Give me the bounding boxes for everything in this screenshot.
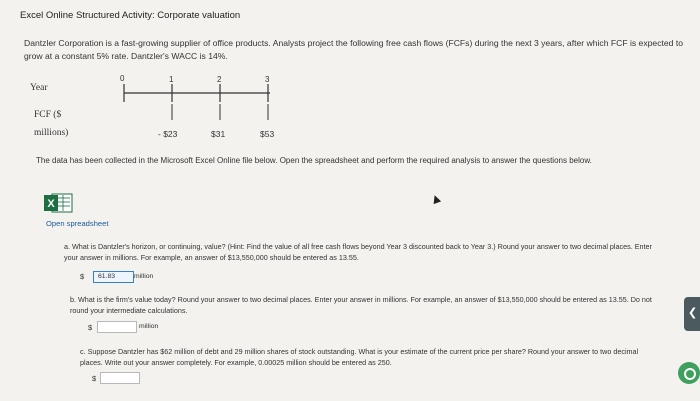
page-title: Excel Online Structured Activity: Corporate valuation xyxy=(20,10,241,21)
question-b-unit: million xyxy=(139,323,159,330)
question-a-unit: million xyxy=(134,273,154,280)
status-circle-inner xyxy=(684,368,696,380)
timeline-period-1: 1 xyxy=(169,75,174,84)
question-c-answer-input[interactable] xyxy=(100,372,140,384)
question-c-text: c. Suppose Dantzler has $62 million of debt and 29 million shares of stock outstanding. What is your estimate of the current price per share? Round your answer to two decimal places. Write out your answer completely. For example, 0.00025 million should be entered as 250. xyxy=(80,347,639,367)
intro-text: Dantzler Corporation is a fast-growing supplier of office products. Analysts project the following free cash flows (FCFs) during the next 3 years, after which FCF is expected to grow at a constant 5% rate. Dantzler's WACC is 14%. xyxy=(24,38,683,61)
timeline-value-2: $31 xyxy=(211,129,226,139)
timeline-period-0: 0 xyxy=(120,74,125,83)
question-c-currency: $ xyxy=(92,374,97,383)
side-panel-icon: ❮ xyxy=(688,307,698,319)
question-b-currency: $ xyxy=(88,323,93,332)
timeline-value-3: $53 xyxy=(260,129,275,139)
question-a-currency: $ xyxy=(80,272,85,281)
timeline-fcf-label-line1: FCF ($ xyxy=(34,110,62,120)
timeline-period-3: 3 xyxy=(265,75,270,84)
question-b-text: b. What is the firm's value today? Round your answer to two decimal places. Enter your answer in millions. For example, an answer of $13,550,000 should be entered as 13.55. Do not round your intermediate calculations. xyxy=(70,295,652,315)
question-b-answer-input[interactable] xyxy=(97,321,137,333)
collected-text: The data has been collected in the Microsoft Excel Online file below. Open the spreadsheet and perform the required analysis to answer the questions below. xyxy=(36,156,592,165)
timeline-period-2: 2 xyxy=(217,75,222,84)
svg-text:X: X xyxy=(47,198,55,210)
excel-icon[interactable] xyxy=(43,193,73,213)
open-spreadsheet-link[interactable]: Open spreadsheet xyxy=(46,219,109,228)
timeline-value-1: - $23 xyxy=(158,129,178,139)
timeline-year-label: Year xyxy=(30,83,48,93)
question-a-text: a. What is Dantzler's horizon, or continuing, value? (Hint: Find the value of all free cash flows beyond Year 3 discounted back to Year 3.) Round your answer to two decimal places. Enter your answer in millions. For example, an answer of $13,550,000 should be entered as 13.55. xyxy=(64,242,652,262)
timeline-fcf-label-line2: millions) xyxy=(34,128,69,138)
question-a-answer-input[interactable]: 61.83 xyxy=(93,271,134,283)
